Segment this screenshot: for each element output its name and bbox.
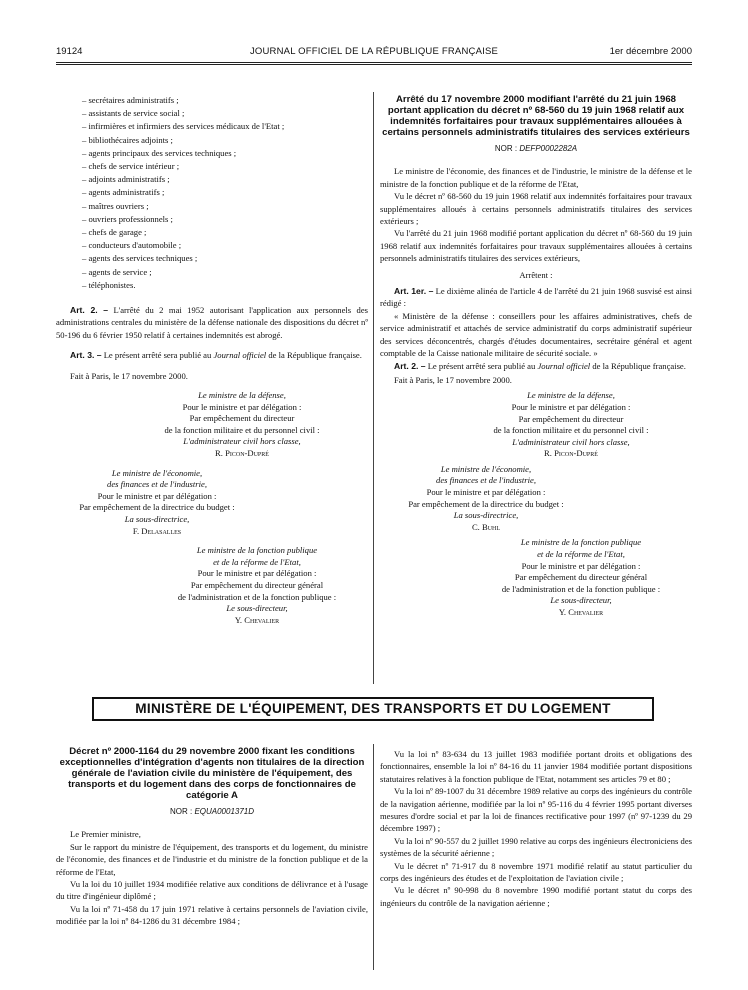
- article-text-end: de la République française.: [590, 360, 686, 371]
- sig-line: Par empêchement de la directrice du budget :: [79, 502, 235, 513]
- sig-name: R. Picon-Dupré: [544, 448, 598, 459]
- list-item: – agents administratifs ;: [82, 187, 165, 198]
- paragraph: Vu la loi nº 71-458 du 17 juin 1971 relative à certains personnels de l'aviation civile, modifiée par la loi nº 84-1286 du 31 décembre 1984 ;: [56, 903, 368, 927]
- sig-role: Le sous-directeur,: [226, 603, 288, 614]
- signing-place-date: Fait à Paris, le 17 novembre 2000.: [70, 370, 188, 381]
- signature-block: [56, 468, 258, 538]
- sig-role: La sous-directrice,: [124, 514, 190, 525]
- list-item: – conducteurs d'automobile ;: [82, 240, 182, 251]
- article-text: Le dixième alinéa de l'article 4 de l'arrêté du 21 juin 1968 susvisé est ainsi rédigé :: [380, 286, 692, 309]
- sig-title: Le ministre de la défense,: [527, 390, 615, 401]
- sig-title: Le ministre de la défense,: [198, 390, 286, 401]
- sig-role: L'administrateur civil hors classe,: [512, 436, 630, 447]
- paragraph: Vu la loi nº 90-557 du 2 juillet 1990 relative au corps des ingénieurs électroniciens des systèmes de la sécurité aérienne ;: [380, 835, 692, 859]
- sig-role: L'administrateur civil hors classe,: [183, 436, 301, 447]
- article-label: Art. 3. –: [70, 350, 102, 361]
- list-item: – agents de service ;: [82, 266, 152, 277]
- sig-name: R. Picon-Dupré: [215, 448, 269, 459]
- nor-reference: [380, 143, 692, 155]
- sig-line: Par empêchement du directeur général: [514, 572, 648, 583]
- paragraph: Vu la loi nº 83-634 du 13 juillet 1983 modifiée portant droits et obligations des fonctionnaires, ensemble la loi nº 84-16 du 11 janvier 1984 modifiée portant dispositions statutaires relatives à la fonction publique de l'Etat, notamment ses articles 79 et 80 ;: [380, 749, 692, 784]
- article-2: [56, 304, 368, 341]
- nor-code: DEFP0002282A: [519, 144, 578, 153]
- list-item: – secrétaires administratifs ;: [82, 95, 179, 105]
- right-top-column: [380, 94, 692, 619]
- sig-line: de l'administration et de la fonction publique :: [501, 583, 661, 594]
- list-item: – agents des services techniques ;: [82, 253, 198, 264]
- sig-line: Pour le ministre et par délégation :: [182, 401, 302, 412]
- article-label: Art. 1er. –: [394, 286, 434, 297]
- sig-line: Par empêchement du directeur: [518, 413, 624, 424]
- list-item: – adjoints administratifs ;: [82, 174, 170, 185]
- article-label: Art. 2. –: [394, 360, 426, 371]
- personnel-list: [56, 94, 368, 292]
- list-item: – maîtres ouvriers ;: [82, 200, 149, 211]
- nor-code: EQUA0001371D: [194, 807, 255, 816]
- sig-title: Le ministre de la fonction publique: [520, 537, 642, 548]
- list-item: – bibliothécaires adjoints ;: [82, 134, 173, 145]
- list-item: – agents principaux des services techniques ;: [82, 147, 237, 158]
- nor-reference: [56, 806, 368, 818]
- signature-block: [116, 390, 368, 460]
- sig-title: et de la réforme de l'Etat,: [213, 556, 301, 567]
- sig-line: Pour le ministre et par délégation :: [521, 560, 641, 571]
- article-label: Art. 2. –: [70, 305, 109, 316]
- journal-title: JOURNAL OFFICIEL DE LA RÉPUBLIQUE FRANÇAISE: [249, 46, 499, 57]
- column-divider-top: [373, 92, 374, 684]
- sig-title: Le ministre de la fonction publique: [196, 545, 318, 556]
- sig-role: La sous-directrice,: [453, 510, 519, 521]
- column-divider-bottom: [373, 744, 374, 970]
- journal-name: Journal officiel: [213, 350, 267, 361]
- issue-date: 1er décembre 2000: [609, 46, 692, 57]
- nor-label: NOR :: [169, 807, 193, 816]
- sig-line: de la fonction militaire et du personnel civil :: [164, 424, 320, 435]
- sig-name: Y. Chevalier: [234, 614, 280, 625]
- list-item: – assistants de service social ;: [82, 108, 185, 119]
- sig-title: Le ministre de l'économie,: [111, 467, 203, 478]
- sig-line: Par empêchement du directeur: [189, 413, 295, 424]
- sig-line: Pour le ministre et par délégation :: [426, 487, 546, 498]
- article-text-end: de la République française.: [266, 350, 362, 361]
- paragraph: Vu la loi du 10 juillet 1934 modifiée relative aux conditions de délivrance et à l'usage du titre d'ingénieur diplômé ;: [56, 879, 368, 902]
- article-3: [56, 349, 368, 361]
- paragraph: Vu le décret nº 90-998 du 8 novembre 1990 modifié portant statut du corps des ingénieurs du contrôle de la navigation aérienne ;: [380, 885, 692, 908]
- sig-line: Pour le ministre et par délégation :: [197, 568, 317, 579]
- article-text: L'arrêté du 2 mai 1952 autorisant l'application aux personnels des administrations centrales du ministère de la défense nationale des dispositions du décret nº 50-196 du 6 février 1950 relatif à certaines indemnités est abrogé.: [56, 305, 368, 340]
- list-item: – chefs de service intérieur ;: [82, 161, 180, 172]
- list-item: – infirmières et infirmiers des services médicaux de l'Etat ;: [82, 121, 285, 132]
- arrete-title: Arrêté du 17 novembre 2000 modifiant l'arrêté du 21 juin 1968 portant application du décret nº 68-560 du 19 juin 1968 relatif aux indemnités forfaitaires pour travaux supplémentaires allouées à certains personnels administratifs titulaires des services extérieurs: [382, 94, 690, 138]
- paragraph: Sur le rapport du ministre de l'équipement, des transports et du logement, du ministre de l'économie, des finances et de l'industrie et du ministre de la fonction publique et de la réforme de l'Etat,: [56, 841, 368, 877]
- sig-title: Le ministre de l'économie,: [440, 463, 532, 474]
- journal-name: Journal officiel: [537, 360, 591, 371]
- sig-line: de l'administration et de la fonction publique :: [177, 591, 337, 602]
- nor-label: NOR :: [494, 144, 518, 153]
- list-item: – téléphonistes.: [82, 279, 136, 290]
- signature-block: [470, 537, 692, 618]
- page-number: 19124: [56, 46, 83, 57]
- sig-name: Y. Chevalier: [558, 607, 604, 617]
- sig-title: des finances et de l'industrie,: [436, 475, 536, 486]
- signature-block: [450, 390, 692, 460]
- paragraph: Le ministre de l'économie, des finances et de l'industrie, le ministre de la défense et le ministre de la fonction publique et de la réforme de l'Etat,: [380, 166, 692, 189]
- paragraph: Vu la loi nº 89-1007 du 31 décembre 1989 relative au corps des ingénieurs du contrôle de la navigation aérienne, modifiée par la loi nº 95-116 du 4 février 1995 portant diverses mesures d'ordre social et par la loi de finances rectificative pour 1997 (nº 97-1239 du 29 décembre 1997) ;: [380, 786, 692, 834]
- sig-line: de la fonction militaire et du personnel civil :: [493, 425, 649, 436]
- page-header: [56, 46, 692, 60]
- right-bottom-column: [380, 748, 692, 909]
- sig-line: Par empêchement de la directrice du budget :: [408, 498, 564, 509]
- paragraph: Vu l'arrêté du 21 juin 1968 modifié portant application du décret nº 68-560 du 19 juin 1968 relatif aux indemnités forfaitaires pour travaux supplémentaires allouées à certains personnels administratifs titulaires des services extérieurs,: [380, 228, 692, 264]
- sig-line: Pour le ministre et par délégation :: [97, 490, 217, 501]
- decret-title: Décret nº 2000-1164 du 29 novembre 2000 fixant les conditions exceptionnelles d'intégration d'agents non titulaires de la direction générale de l'aviation civile du ministère de l'équipement, des transports et du logement dans des corps de fonctionnaires de catégorie A: [59, 746, 365, 801]
- paragraph: Le Premier ministre,: [70, 829, 141, 840]
- sig-name: C. Buhl: [471, 521, 501, 532]
- left-top-column: [56, 94, 368, 626]
- article-text: Le présent arrêté sera publié au: [103, 350, 214, 361]
- sig-line: Pour le ministre et par délégation :: [511, 401, 631, 412]
- article-2: [380, 360, 692, 372]
- article-1-quote: « Ministère de la défense : conseillers pour les affaires administratives, chefs de service administratif et attachés de service administratif du corps administratif supérieur des services déconcentrés, chargés d'études documentaires, secrétaire général et agent comptable de la Caisse nationale militaire de sécurité sociale. »: [380, 310, 692, 359]
- header-rule: [56, 62, 692, 63]
- left-bottom-column: [56, 746, 368, 928]
- arretent: Arrêtent :: [519, 269, 553, 280]
- sig-title: et de la réforme de l'Etat,: [537, 549, 625, 560]
- paragraph: Vu le décret nº 71-917 du 8 novembre 1971 modifié relatif au statut particulier du corps des ingénieurs des études et de l'exploitation de l'aviation civile ;: [380, 860, 692, 884]
- sig-title: des finances et de l'industrie,: [107, 479, 207, 490]
- signature-block: [146, 545, 368, 626]
- sig-line: Par empêchement du directeur général: [190, 579, 324, 590]
- sig-name: F. Delasalles: [132, 525, 182, 536]
- ministry-banner: MINISTÈRE DE L'ÉQUIPEMENT, DES TRANSPORTS ET DU LOGEMENT: [92, 697, 654, 721]
- paragraph: Vu le décret nº 68-560 du 19 juin 1968 relatif aux indemnités forfaitaires pour travaux supplémentaires alloués à certains personnels administratifs titulaires des services extérieurs ;: [380, 191, 692, 227]
- list-item: – ouvriers professionnels ;: [82, 213, 173, 224]
- signature-block: [380, 464, 592, 534]
- header-rule-2: [56, 64, 692, 65]
- signing-place-date: Fait à Paris, le 17 novembre 2000.: [394, 374, 512, 385]
- sig-role: Le sous-directeur,: [550, 595, 612, 606]
- list-item: – chefs de garage ;: [82, 227, 147, 238]
- article-text: Le présent arrêté sera publié au: [427, 360, 538, 371]
- article-1: [380, 285, 692, 310]
